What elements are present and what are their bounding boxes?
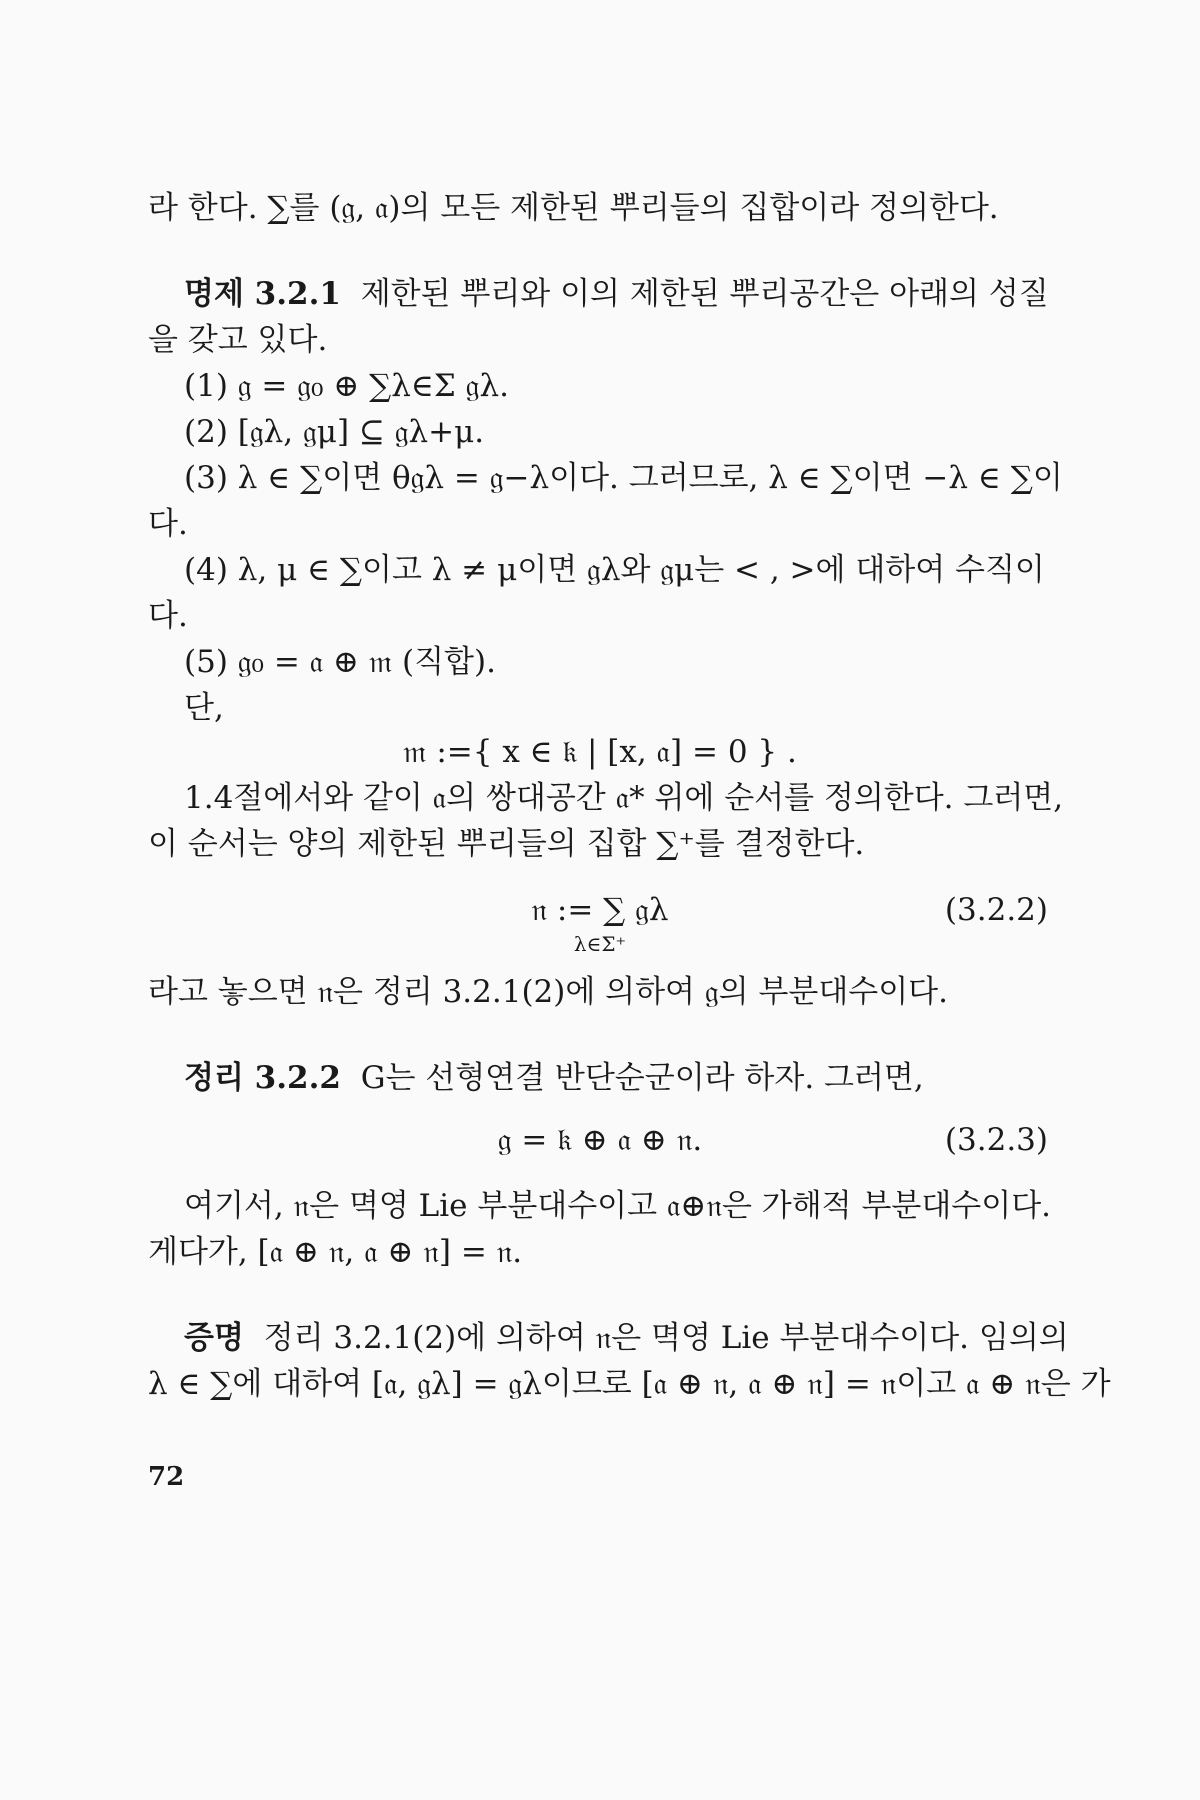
theorem-text: G는 선형연결 반단순군이라 하자. 그러면, <box>360 1060 924 1096</box>
text-line: 라고 놓으면 𝔫은 정리 3.2.1(2)에 의하여 𝔤의 부분대수이다. <box>148 974 948 1010</box>
property-item-1: (1) 𝔤 = 𝔤₀ ⊕ ∑λ∈Σ 𝔤λ. <box>184 368 509 404</box>
proposition-heading: 명제 3.2.1 <box>184 276 341 312</box>
proof-heading: 증명 <box>184 1320 244 1356</box>
property-item-4: (4) λ, μ ∈ ∑이고 λ ≠ μ이면 𝔤λ와 𝔤μ는 < , >에 대하여 수직이 <box>184 552 1045 588</box>
text-line: 라 한다. ∑를 (𝔤, 𝔞)의 모든 제한된 뿌리들의 집합이라 정의한다. <box>148 190 999 226</box>
property-item-2: (2) [𝔤λ, 𝔤μ] ⊆ 𝔤λ+μ. <box>184 414 485 450</box>
text-line: 단, <box>184 690 224 726</box>
text-line: 다. <box>148 598 188 634</box>
text-line: 이 순서는 양의 제한된 뿌리들의 집합 ∑⁺를 결정한다. <box>148 826 865 862</box>
theorem-heading: 정리 3.2.2 <box>184 1060 341 1096</box>
text-line: λ ∈ ∑에 대하여 [𝔞, 𝔤λ] = 𝔤λ이므로 [𝔞 ⊕ 𝔫, 𝔞 ⊕ 𝔫] = 𝔫이고 𝔞 ⊕ 𝔫은 가 <box>148 1366 1111 1402</box>
equation-body: 𝔤 = 𝔨 ⊕ 𝔞 ⊕ 𝔫. <box>497 1122 703 1158</box>
proposition-line <box>184 272 1084 316</box>
proof-text: 정리 3.2.1(2)에 의하여 𝔫은 멱영 Lie 부분대수이다. 임의의 <box>263 1320 1069 1356</box>
equation-body: 𝔫 := ∑ 𝔤λ <box>531 892 669 928</box>
page-number: 72 <box>148 1462 185 1492</box>
text-line: 1.4절에서와 같이 𝔞의 쌍대공간 𝔞* 위에 순서를 정의한다. 그러면, <box>184 780 1064 816</box>
proposition-text: 제한된 뿌리와 이의 제한된 뿌리공간은 아래의 성질 <box>360 276 1049 312</box>
equation-number: (3.2.3) <box>944 1122 1048 1158</box>
display-formula: 𝔪 :={ x ∈ 𝔨 | [x, 𝔞] = 0 } . <box>403 734 797 770</box>
property-item-5: (5) 𝔤₀ = 𝔞 ⊕ 𝔪 (직합). <box>184 644 496 680</box>
text-line: 게다가, [𝔞 ⊕ 𝔫, 𝔞 ⊕ 𝔫] = 𝔫. <box>148 1234 523 1270</box>
text-line: 다. <box>148 506 188 542</box>
sum-subscript: λ∈Σ⁺ <box>573 932 627 956</box>
equation-number: (3.2.2) <box>944 892 1048 928</box>
property-item-3: (3) λ ∈ ∑이면 θ𝔤λ = 𝔤−λ이다. 그러므로, λ ∈ ∑이면 −λ ∈ ∑이 <box>184 460 1063 496</box>
text-line: 여기서, 𝔫은 멱영 Lie 부분대수이고 𝔞⊕𝔫은 가해적 부분대수이다. <box>184 1188 1051 1224</box>
proof-line <box>184 1316 1084 1360</box>
theorem-line <box>184 1056 1084 1100</box>
text-line: 을 갖고 있다. <box>148 322 328 358</box>
